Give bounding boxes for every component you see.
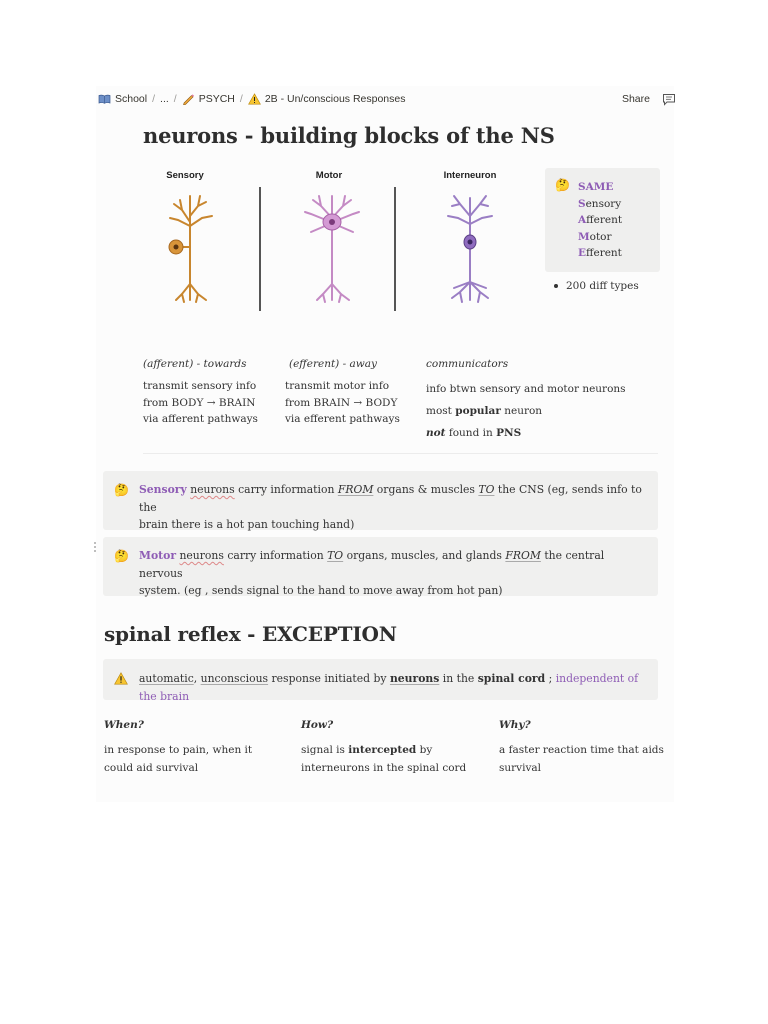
callout-warning	[103, 659, 658, 703]
neuron-sensory	[140, 170, 230, 181]
breadcrumb-separator: /	[152, 93, 156, 105]
column-heading-sensory: (afferent) - towards	[143, 358, 247, 370]
column-heading-why: Why?	[499, 719, 531, 731]
breadcrumb-separator: /	[173, 93, 177, 105]
thinking-face-icon: 🤔	[114, 549, 129, 563]
diagram-divider	[394, 187, 396, 311]
share-button[interactable]: Share	[621, 93, 650, 105]
callout-motor-text: Motor neurons carry information TO organs, muscles, and glands FROM the central nervous system. (eg , sends signal to the hand to move away from hot pan)	[139, 549, 605, 597]
breadcrumb-item-ellipsis[interactable]	[160, 93, 169, 105]
divider	[143, 453, 658, 454]
breadcrumb-item-current-page[interactable]	[248, 93, 406, 105]
column-text-when: in response to pain, when it could aid survival	[104, 744, 253, 774]
neuron-motor	[284, 170, 374, 181]
interneuron-illustration	[440, 192, 500, 304]
neuron-label: Interneuron	[443, 170, 497, 181]
breadcrumb-item-school[interactable]	[98, 93, 147, 105]
column-heading-how: How?	[301, 719, 334, 731]
warning-icon	[248, 93, 261, 105]
section-title-spinal-reflex: spinal reflex - EXCEPTION	[104, 622, 397, 646]
same-mnemonic-callout	[545, 168, 660, 272]
neuron-label: Motor	[315, 170, 343, 181]
warning-icon	[114, 672, 128, 685]
callout-sensory	[103, 471, 658, 530]
same-line: Afferent	[578, 214, 623, 227]
column-text-sensory: transmit sensory info from BODY → BRAIN via afferent pathways	[143, 380, 258, 425]
sensory-neuron-illustration	[160, 192, 220, 304]
column-text-why: a faster reaction time that aids survival	[499, 744, 664, 774]
neuron-label: Sensory	[166, 170, 204, 181]
section-title-neurons: neurons - building blocks of the NS	[143, 123, 555, 148]
same-line: Sensory	[578, 197, 622, 210]
pencil-icon	[182, 93, 195, 105]
same-line: Motor	[578, 230, 612, 243]
diagram-divider	[259, 187, 261, 311]
breadcrumb-label: School	[115, 93, 148, 105]
breadcrumb-item-psych[interactable]	[182, 93, 235, 105]
callout-warning-text: automatic, unconscious response initiated by neurons in the spinal cord ; independent of the brain	[139, 672, 639, 703]
column-heading-interneuron: communicators	[426, 358, 509, 370]
callout-sensory-text: Sensory neurons carry information FROM organs & muscles TO the CNS (eg, sends info to the brain there is a hot pan touching hand)	[139, 483, 642, 531]
same-line: Efferent	[578, 247, 622, 260]
column-text-how: signal is intercepted by interneurons in the spinal cord	[301, 744, 467, 774]
book-icon	[98, 94, 111, 104]
breadcrumb-label: 2B - Un/conscious Responses	[264, 93, 406, 105]
column-text-interneuron: info btwn sensory and motor neurons most popular neuron not found in PNS	[426, 383, 626, 439]
column-heading-motor: (efferent) - away	[289, 358, 377, 370]
same-mnemonic-text	[578, 179, 622, 262]
same-heading: SAME	[578, 181, 614, 193]
thinking-face-icon: 🤔	[555, 178, 570, 192]
top-bar	[96, 90, 678, 110]
callout-motor	[103, 537, 658, 596]
column-text-motor: transmit motor info from BRAIN → BODY via efferent pathways	[285, 380, 400, 425]
motor-neuron-illustration	[301, 192, 363, 304]
bullet-item: 200 diff types	[554, 280, 639, 292]
drag-handle-icon[interactable]	[93, 541, 97, 553]
breadcrumb	[98, 93, 405, 105]
column-heading-when: When?	[104, 719, 144, 731]
breadcrumb-label: PSYCH	[198, 93, 235, 105]
breadcrumb-label: ...	[160, 93, 169, 105]
thinking-face-icon: 🤔	[114, 483, 129, 497]
comment-icon[interactable]	[662, 93, 676, 106]
neuron-interneuron	[425, 170, 515, 181]
bullet-dot	[554, 284, 558, 288]
breadcrumb-separator: /	[239, 93, 243, 105]
